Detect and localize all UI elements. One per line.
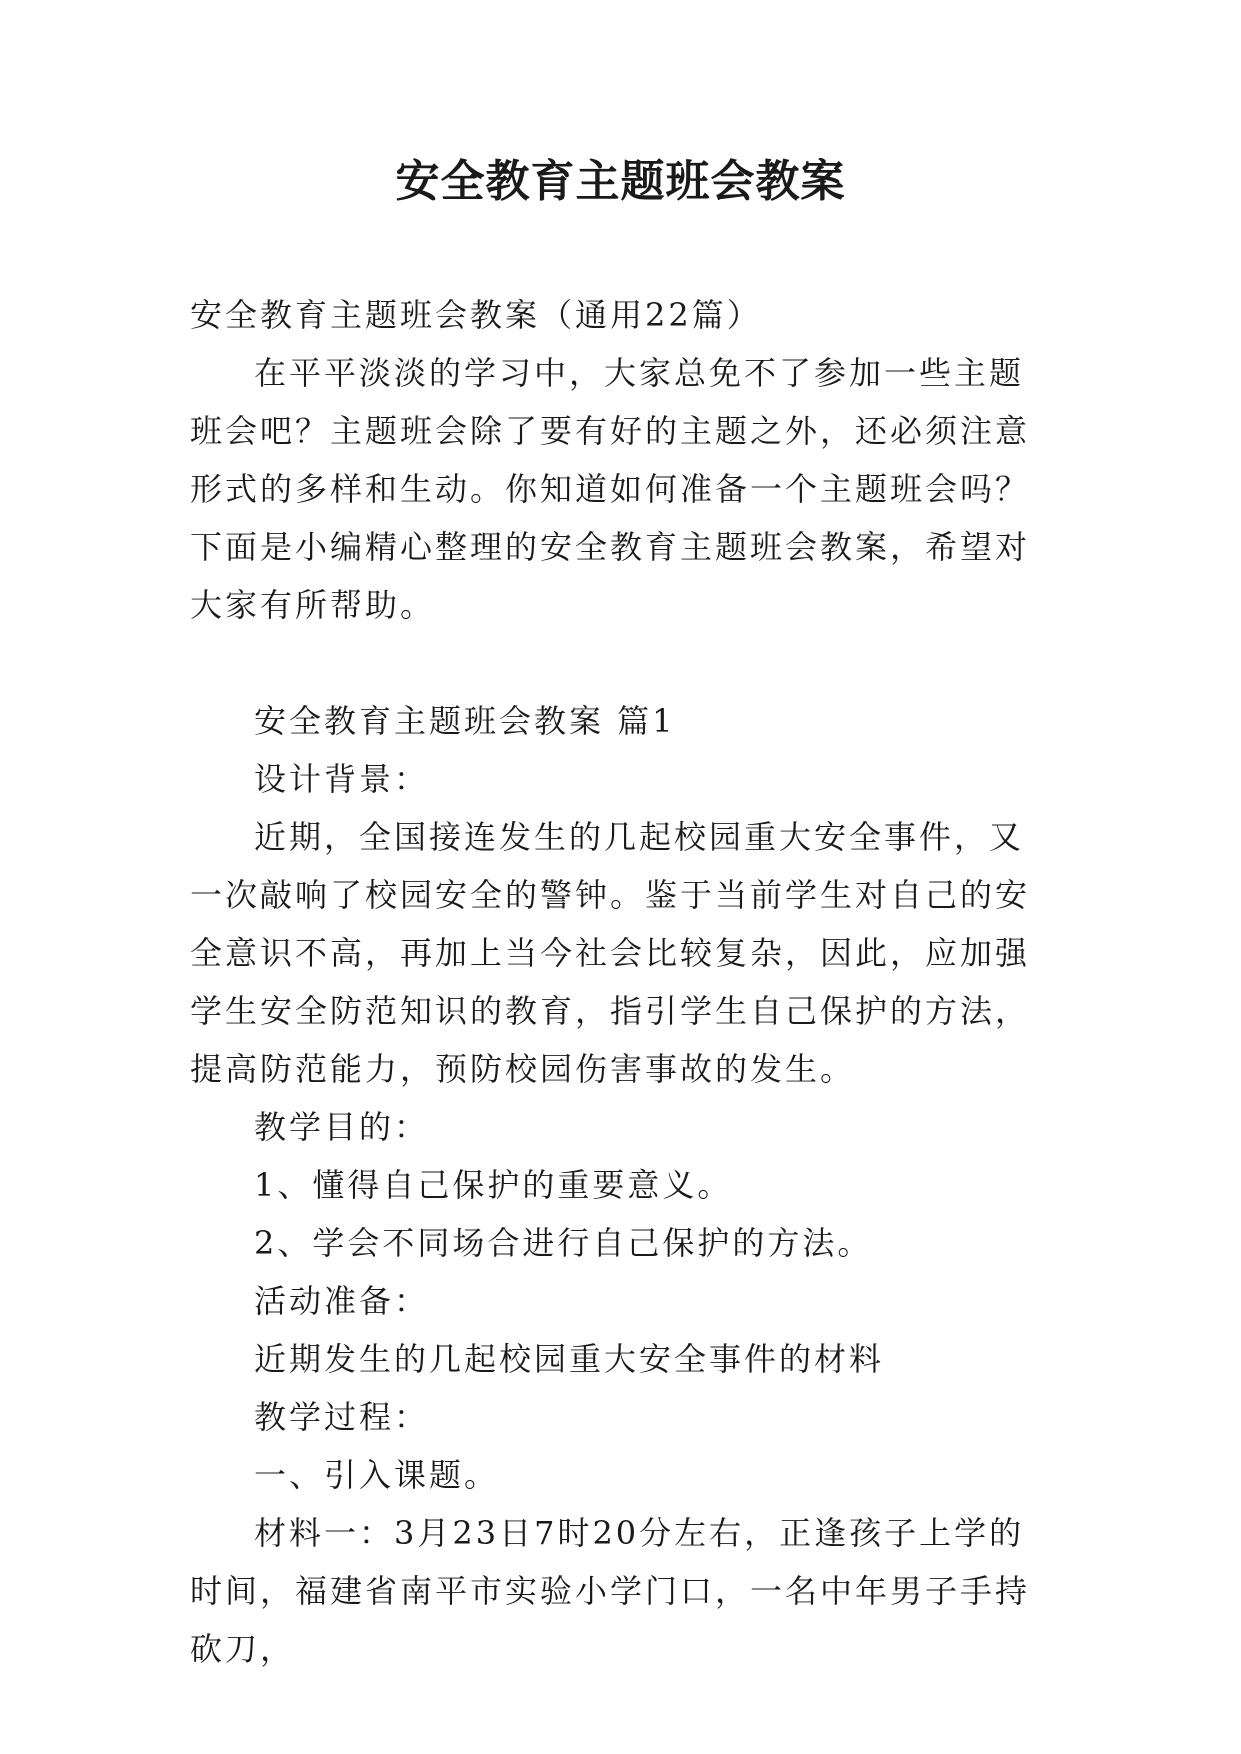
goal-item-2: 2、学会不同场合进行自己保护的方法。	[254, 1224, 873, 1262]
process-step-1: 一、引入课题。	[254, 1456, 500, 1494]
intro-paragraph: 在平平淡淡的学习中，大家总免不了参加一些主题班会吧？主题班会除了要有好的主题之外，还必须注意形式的多样和生动。你知道如何准备一个主题班会吗？下面是小编精心整理的安全教育主题班会教案，希望对大家有所帮助。	[190, 354, 1031, 624]
design-background-paragraph: 近期，全国接连发生的几起校园重大安全事件，又一次敲响了校园安全的警钟。鉴于当前学生对自己的安全意识不高，再加上当今社会比较复杂，因此，应加强学生安全防范知识的教育，指引学生自己保护的方法，提高防范能力，预防校园伤害事故的发生。	[190, 818, 1031, 1088]
activity-prep-text: 近期发生的几起校园重大安全事件的材料	[254, 1340, 885, 1378]
section-heading: 安全教育主题班会教案 篇1	[254, 702, 676, 740]
teaching-goal-label: 教学目的：	[254, 1108, 430, 1146]
document-subtitle: 安全教育主题班会教案（通用22篇）	[190, 296, 762, 334]
design-background-label: 设计背景：	[254, 760, 430, 798]
document-title: 安全教育主题班会教案	[395, 156, 846, 207]
activity-prep-label: 活动准备：	[254, 1282, 430, 1320]
material-1-paragraph: 材料一：3月23日7时20分左右，正逢孩子上学的时间，福建省南平市实验小学门口，一名中年男子手持砍刀，	[190, 1514, 1031, 1668]
document-body	[190, 286, 1050, 1678]
goal-item-1: 1、懂得自己保护的重要意义。	[254, 1166, 733, 1204]
teaching-process-label: 教学过程：	[254, 1398, 430, 1436]
